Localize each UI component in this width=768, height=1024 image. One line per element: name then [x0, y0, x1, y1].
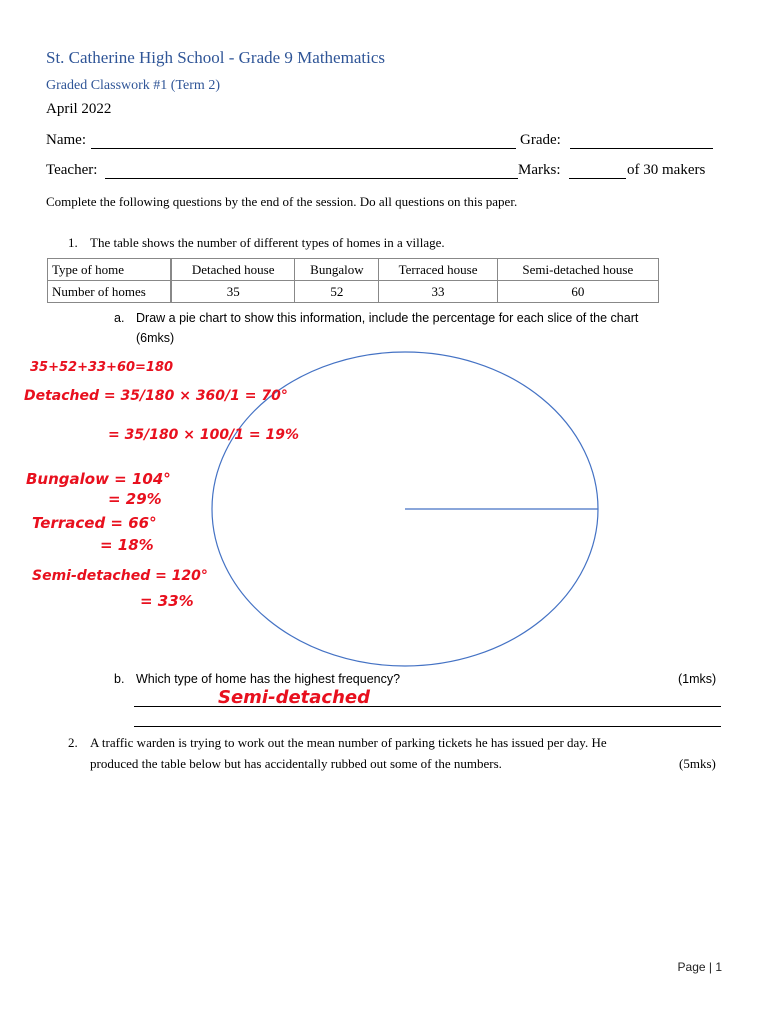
q2-marks: (5mks)	[679, 756, 716, 771]
handwritten-detached-degrees: Detached = 35/180 × 360/1 = 70°	[24, 388, 288, 404]
q1b-text: Which type of home has the highest frequency?	[136, 672, 401, 686]
document-title: St. Catherine High School - Grade 9 Mathematics	[46, 48, 385, 67]
table-cell: 33	[379, 281, 497, 303]
teacher-label: Teacher:	[46, 162, 98, 178]
handwritten-semi-degrees: Semi-detached = 120°	[32, 568, 208, 584]
document-date: April 2022	[46, 101, 112, 117]
table-header-cell: Detached house	[172, 259, 295, 281]
page-number: Page | 1	[677, 960, 722, 974]
table-cell: 52	[295, 281, 379, 303]
q1-text: The table shows the number of different types of homes in a village.	[90, 235, 445, 250]
handwritten-sum: 35+52+33+60=180	[30, 360, 174, 375]
table-cell: 35	[172, 281, 295, 303]
answer-line-1	[134, 706, 721, 707]
table-cell: 60	[497, 281, 658, 303]
document-subtitle: Graded Classwork #1 (Term 2)	[46, 78, 220, 93]
answer-line-2	[134, 726, 721, 727]
handwritten-bungalow-degrees: Bungalow = 104°	[26, 470, 171, 488]
instructions: Complete the following questions by the end of the session. Do all questions on this paper.	[46, 194, 518, 209]
q1-number: 1.	[68, 235, 78, 250]
q1a-label: a.	[114, 311, 125, 325]
handwritten-semi-percent: = 33%	[140, 592, 194, 610]
table-row-header: Number of homes	[48, 281, 171, 303]
table-header-cell: Terraced house	[379, 259, 497, 281]
handwritten-detached-percent: = 35/180 × 100/1 = 19%	[108, 427, 299, 443]
q1a-marks: (6mks)	[136, 331, 175, 345]
table-header-cell: Semi-detached house	[497, 259, 658, 281]
grade-label: Grade:	[520, 132, 561, 148]
q2-line-1: A traffic warden is trying to work out the mean number of parking tickets he has issued per day. He	[90, 735, 607, 750]
marks-label: Marks:	[518, 162, 561, 178]
handwritten-terraced-degrees: Terraced = 66°	[32, 514, 157, 532]
q1b-label: b.	[114, 672, 125, 686]
q1b-marks: (1mks)	[678, 672, 717, 686]
q2-number: 2.	[68, 735, 78, 750]
name-label: Name:	[46, 132, 86, 148]
handwritten-terraced-percent: = 18%	[100, 536, 154, 554]
handwritten-answer: Semi-detached	[218, 687, 370, 708]
table-header-cell: Bungalow	[295, 259, 379, 281]
q1a-text: Draw a pie chart to show this information, include the percentage for each slice of the chart	[136, 311, 639, 325]
table-row-header: Type of home	[48, 259, 171, 281]
handwritten-bungalow-percent: = 29%	[108, 490, 162, 508]
q2-line-2: produced the table below but has accidentally rubbed out some of the numbers.	[90, 756, 502, 771]
marks-suffix: of 30 makers	[627, 162, 706, 178]
